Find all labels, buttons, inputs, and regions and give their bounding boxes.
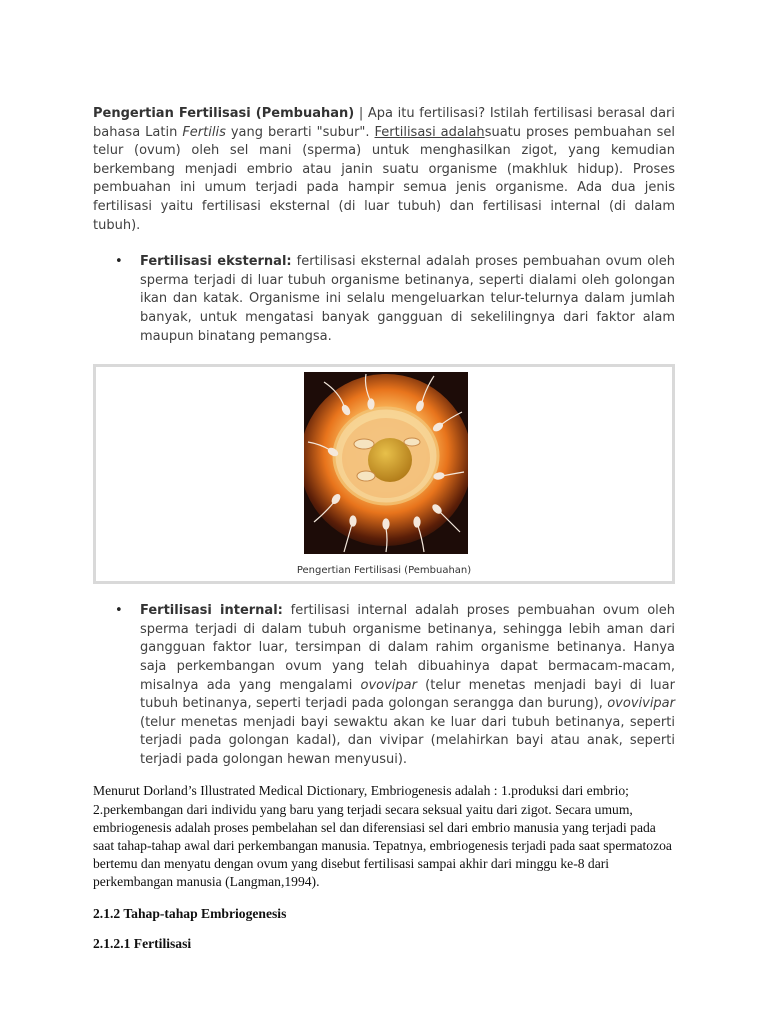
external-label: Fertilisasi eksternal: [140, 254, 292, 270]
internal-list [93, 602, 675, 769]
organelle-2 [404, 438, 420, 446]
figure-caption: Pengertian Fertilisasi (Pembuahan) [296, 565, 472, 577]
internal-label: Fertilisasi internal: [140, 603, 283, 619]
intro-separator: | [354, 106, 368, 121]
internal-italic-ovovipar: ovovipar [360, 677, 417, 693]
bullet-icon: • [115, 603, 123, 619]
internal-item [93, 602, 675, 769]
intro-heading: Pengertian Fertilisasi (Pembuahan) [93, 106, 355, 121]
intro-italic-fertilis: Fertilis [182, 124, 226, 140]
internal-text-2: (telur menetas menjadi bayi di luar tubuh betinanya, seperti terjadi pada golongan serangga dan burung), [140, 677, 675, 712]
intro-paragraph [93, 105, 675, 235]
organelle-1 [354, 439, 374, 449]
intro-text-3: suatu proses pembuahan sel telur (ovum) oleh sel mani (sperma) untuk menghasilkan zigot, yang kemudian berkembang menjadi embrio atau janin suatu organisme (makhluk hidup). Proses pembuahan ini umum terjadi pada hampir semua jenis organisme. Ada dua jenis fertilisasi yaitu fertilisasi eksternal (di luar tubuh) dan fertilisasi internal (di dalam tubuh). [93, 124, 675, 233]
intro-text-2: yang berarti "subur". [225, 124, 375, 140]
external-text: fertilisasi eksternal adalah proses pembuahan ovum oleh sperma terjadi di luar tubuh organisme betinanya, seperti dialami oleh golongan ikan dan katak. Organisme ini selalu mengeluarkan telur-telurnya dalam jumlah banyak, untuk mengatasi banyak gangguan di sekelilingnya dari faktor alam maupun binatang pemangsa. [140, 254, 675, 344]
fertilization-illustration [304, 372, 468, 554]
section-heading-fertilisasi: 2.1.2.1 Fertilisasi [93, 935, 192, 951]
dorland-paragraph: Menurut Dorland’s Illustrated Medical Dictionary, Embriogenesis adalah : 1.produksi dari embrio; 2.perkembangan dari individu yang baru yang terjadi secara seksual yaitu dari zigot. Secara umum, embriogenesis adalah proses pembelahan sel dan diferensiasi sel dari embrio manusia yang terjadi pada saat tahap-tahap awal dari perkembangan manusia. Tepatnya, embriogenesis terjadi pada saat spermatozoa bertemu dan menyatu dengan ovum yang disebut fertilisasi sampai akhir dari minggu ke-8 dari perkembangan manusia (Langman,1994). [93, 783, 672, 890]
internal-text-3: (telur menetas menjadi bayi sewaktu akan ke luar dari tubuh betinanya, seperti terjadi pada golongan kadal), dan vivipar (melahirkan bayi atau anak, seperti terjadi pada golongan hewan menyusui). [140, 714, 675, 767]
bullet-icon: • [115, 254, 123, 270]
internal-text-1: fertilisasi internal adalah proses pembuahan ovum oleh sperma terjadi di dalam tubuh organisme betinanya, sehingga lebih aman dari gangguan faktor luar, tersimpan di dalam rahim organisme betinanya. Hanya saja perkembangan ovum yang telah dibuahinya dapat bermacam-macam, misalnya ada yang mengalami [140, 603, 675, 693]
document-page [93, 105, 675, 952]
section-heading-embriogenesis: 2.1.2 Tahap-tahap Embriogenesis [93, 905, 287, 921]
external-list [93, 253, 675, 346]
organelle-3 [357, 471, 375, 481]
internal-italic-ovovivipar: ovovivipar [607, 696, 675, 712]
figure-box [93, 364, 675, 584]
intro-text-1: Apa itu fertilisasi? Istilah fertilisasi berasal dari bahasa Latin [93, 106, 675, 140]
intro-link[interactable]: Fertilisasi adalah [374, 124, 485, 140]
external-item [93, 253, 675, 346]
